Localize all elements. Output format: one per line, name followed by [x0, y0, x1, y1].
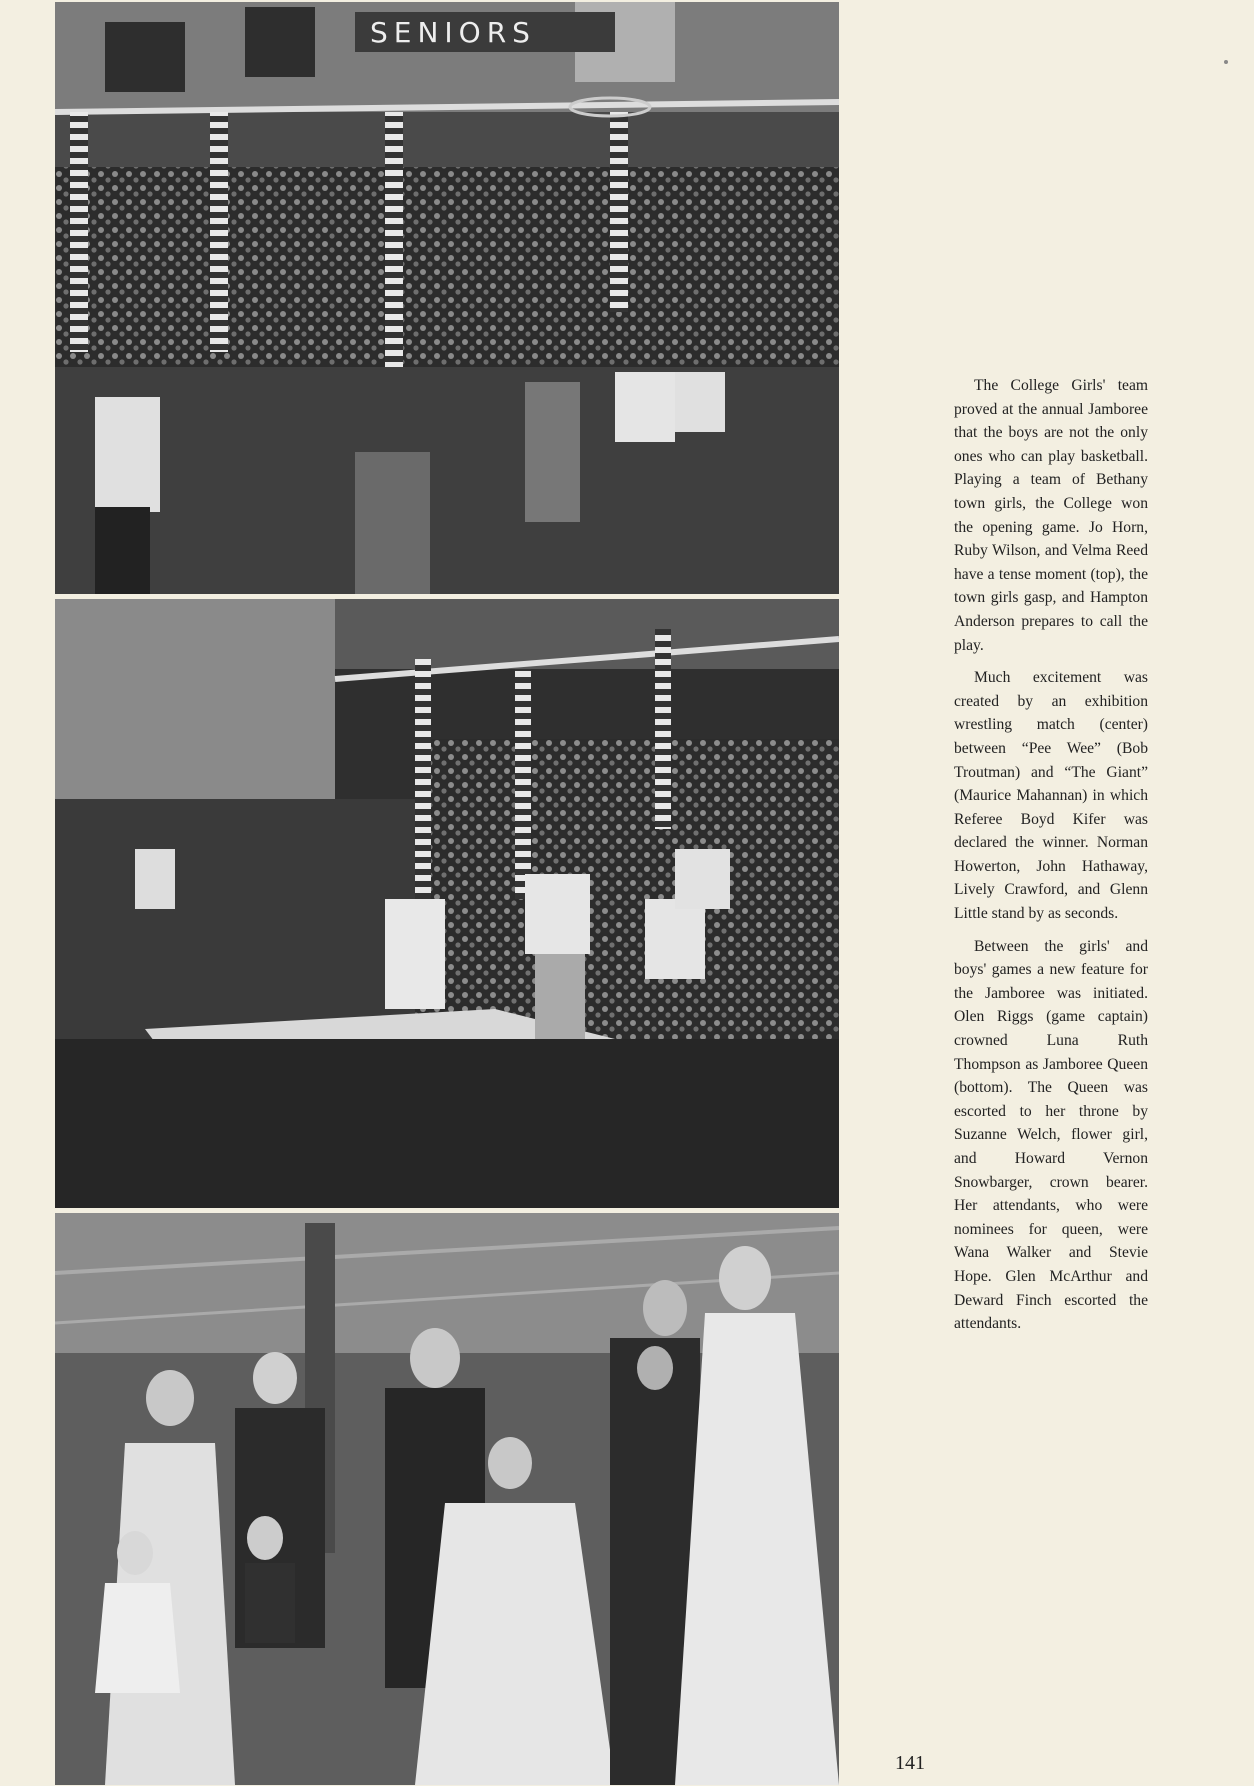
- speck: [1224, 60, 1228, 64]
- caption-paragraph-1: The College Girls' team proved at the annual Jamboree that the boys are not the only ones who can play basketball. Playing a team of Bethany town girls, the College won the opening game. Jo Horn, Ruby Wilson, and Velma Reed have a tense moment (top), the town girls gasp, and Hampton Anderson prepares to call the play.: [954, 377, 1148, 654]
- page-number: 141: [895, 1752, 925, 1774]
- photo-queen-crowning: [55, 1213, 839, 1785]
- caption-paragraph-2: Much excitement was created by an exhibition wrestling match (center) between “Pee Wee” (Bob Troutman) and “The Giant” (Maurice Mahannan) in which Referee Boyd Kifer was declared the winner. Norman Howerton, John Hathaway, Lively Crawford, and Glenn Little stand by as seconds.: [954, 669, 1148, 923]
- caption-column: [954, 374, 1148, 1345]
- photo-basketball-game: [55, 2, 839, 594]
- photo-wrestling-match: [55, 599, 839, 1208]
- seniors-banner-text: SENIORS: [370, 16, 536, 49]
- caption-paragraph-3: Between the girls' and boys' games a new feature for the Jamboree was initiated. Olen Riggs (game captain) crowned Luna Ruth Thompson as Jamboree Queen (bottom). The Queen was escorted to her throne by Suzanne Welch, flower girl, and Howard Vernon Snowbarger, crown bearer. Her attendants, who were nominees for queen, were Wana Walker and Stevie Hope. Glen McArthur and Deward Finch escorted the attendants.: [954, 937, 1148, 1333]
